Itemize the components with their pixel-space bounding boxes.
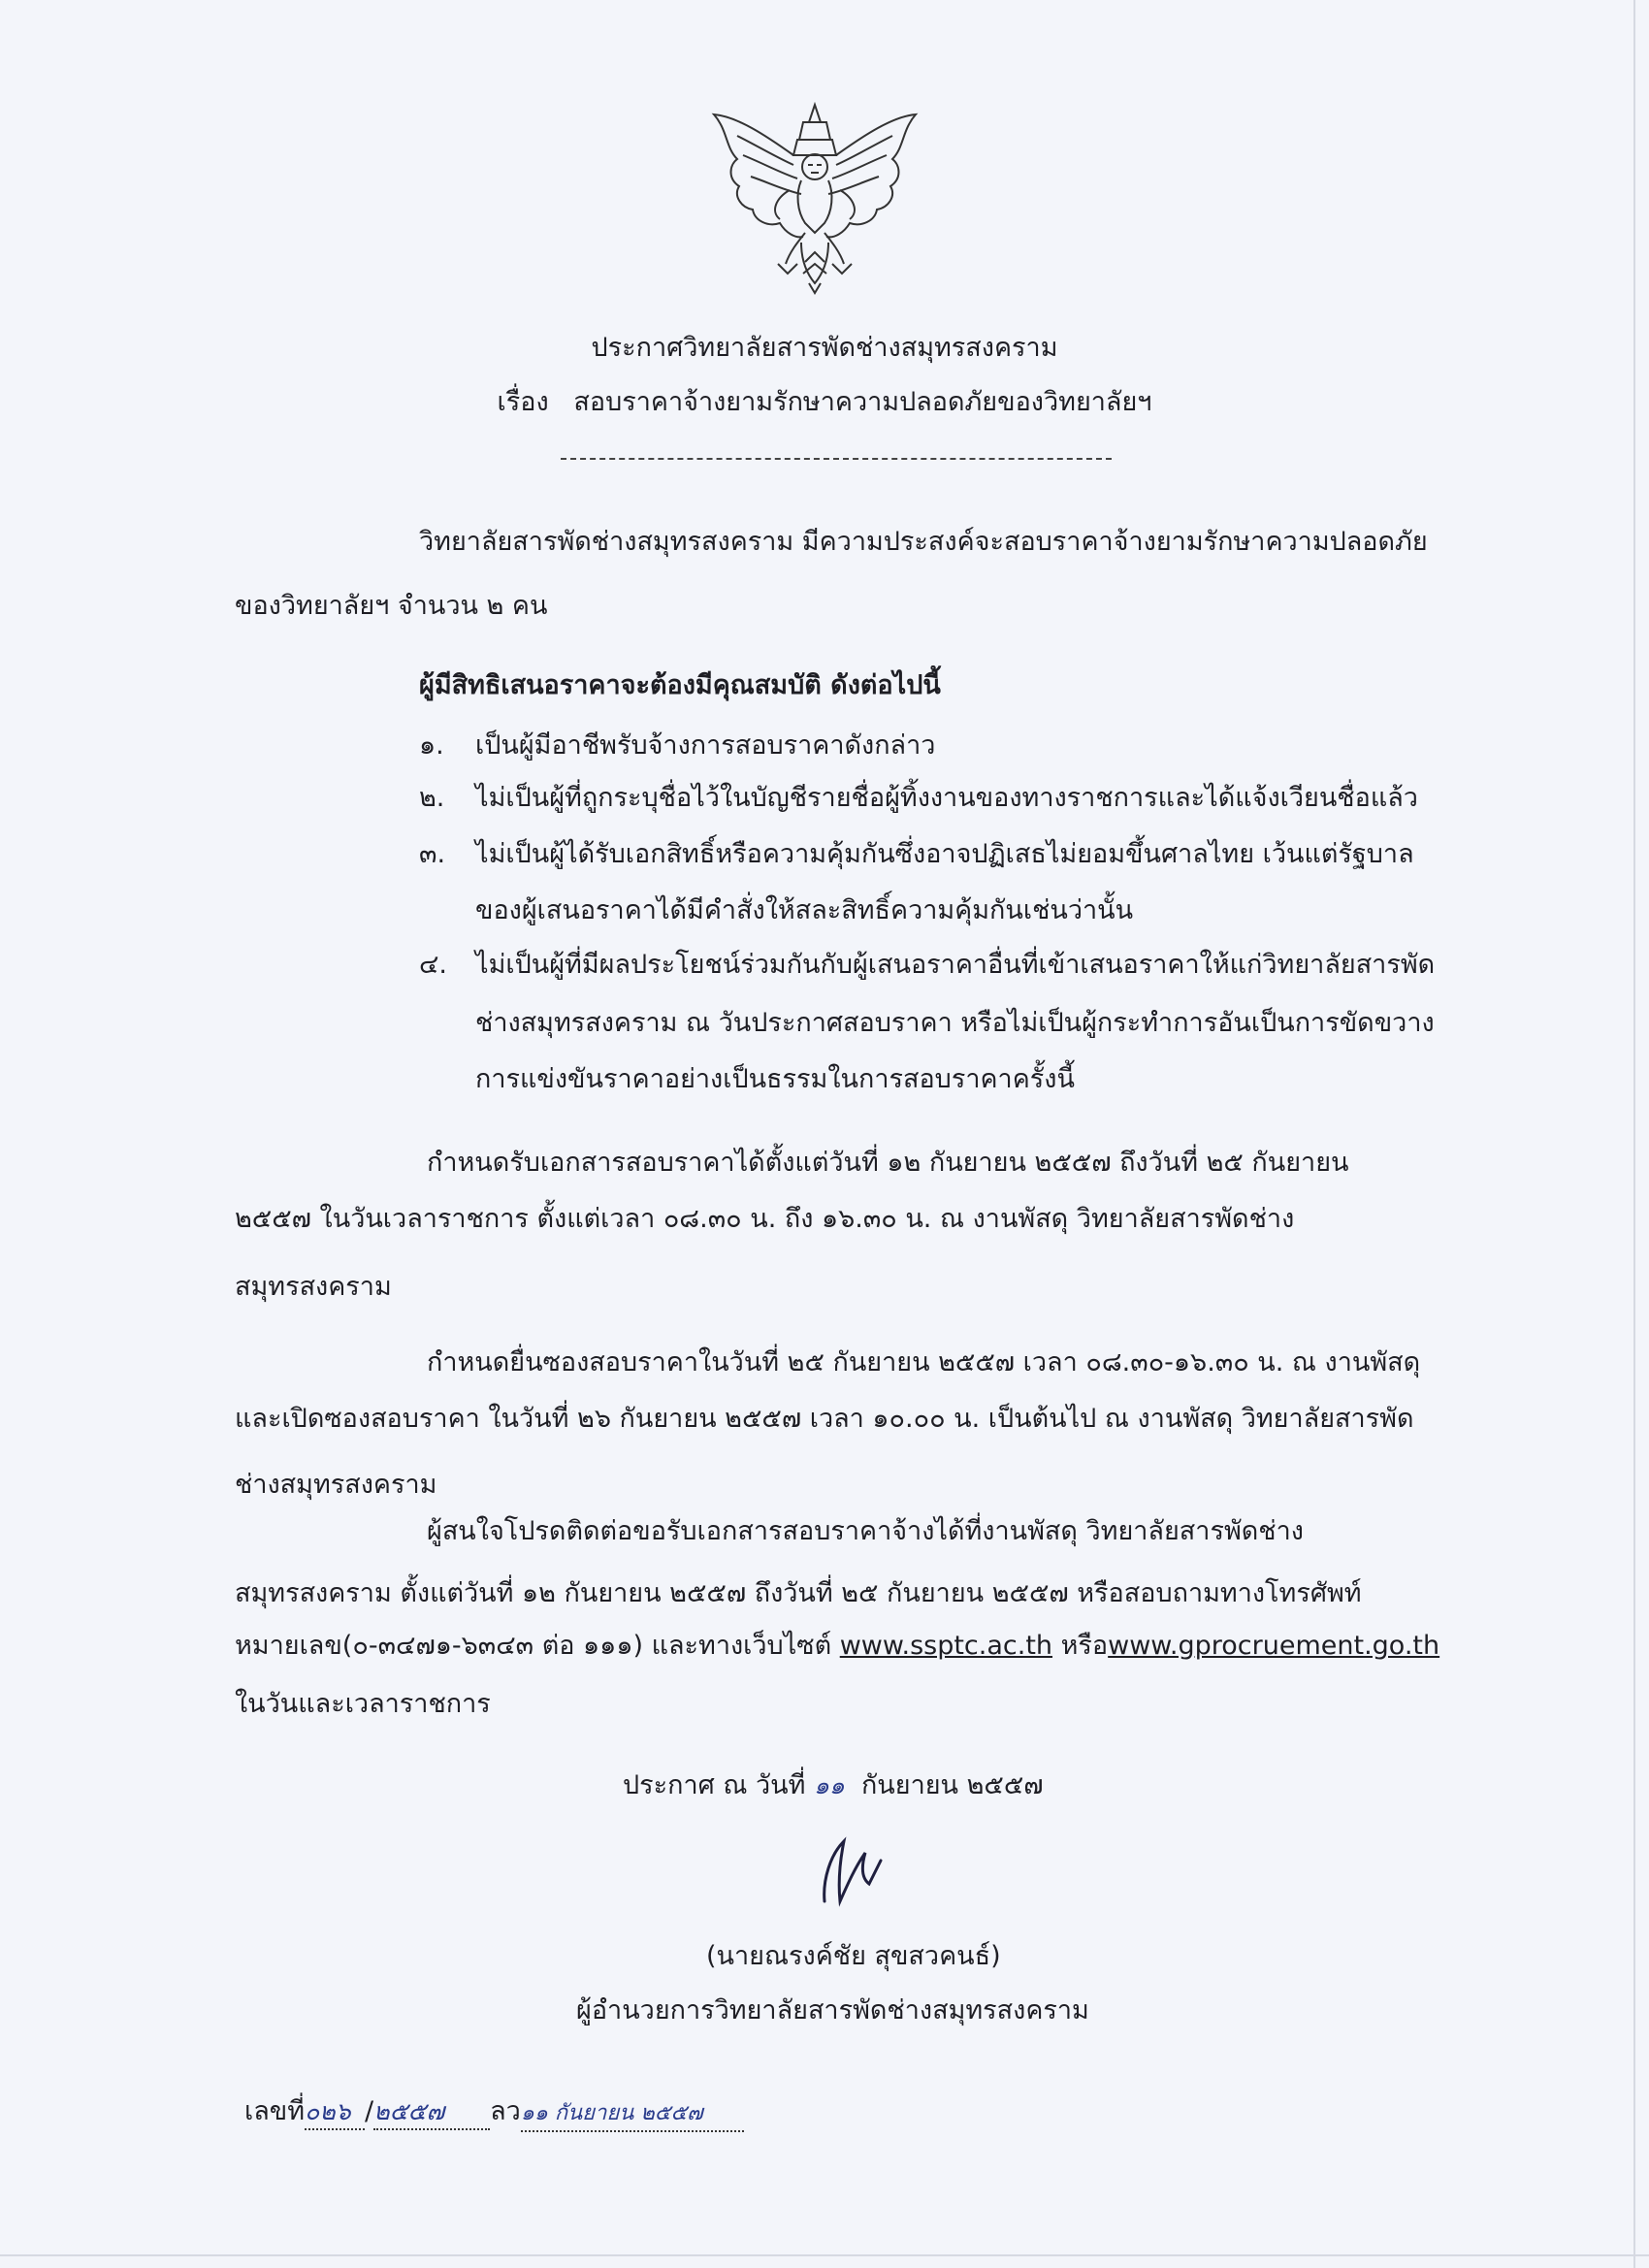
submit-bids-line-2: และเปิดซองสอบราคา ในวันที่ ๒๖ กันยายน ๒๕๕๗ เวลา ๑๐.๐๐ น. เป็นต้นไป ณ งานพัสดุ วิทยาลัยสารพัด <box>235 1404 1414 1434</box>
announce-prefix: ประกาศ ณ วันที่ <box>623 1770 806 1800</box>
document-title: ประกาศวิทยาลัยสารพัดช่างสมุทรสงคราม <box>591 333 1058 363</box>
subject-label: เรื่อง <box>497 387 549 417</box>
qualification-text: ไม่เป็นผู้ที่มีผลประโยชน์ร่วมกันกับผู้เสนอราคาอื่นที่เข้าเสนอราคาให้แก่วิทยาลัยสารพัด <box>475 950 1436 980</box>
gprocurement-website-link[interactable]: www.gprocruement.go.th <box>1108 1631 1440 1661</box>
submit-bids-line-3: ช่างสมุทรสงคราม <box>235 1470 437 1500</box>
contact-or-text: หรือ <box>1052 1631 1109 1661</box>
qualification-number: ๑. <box>419 730 444 761</box>
qualification-text: ช่างสมุทรสงคราม ณ วันประกาศสอบราคา หรือไม่เป็นผู้กระทำการอันเป็นการขัดขวาง <box>475 1008 1435 1038</box>
contact-phone-text: หมายเลข(๐-๓๔๗๑-๖๓๔๓ ต่อ ๑๑๑) และทางเว็บไซต์ <box>235 1631 840 1661</box>
intro-line-2: ของวิทยาลัยฯ จำนวน ๒ คน <box>235 591 548 621</box>
qualification-number: ๓. <box>419 839 446 869</box>
reference-number-handwritten: ๐๒๖ <box>305 2095 365 2130</box>
contact-line-2: สมุทรสงคราม ตั้งแต่วันที่ ๑๒ กันยายน ๒๕๕๗ ถึงวันที่ ๒๕ กันยายน ๒๕๕๗ หรือสอบถามทางโทรศัพท์ <box>235 1578 1362 1608</box>
director-signature <box>811 1831 889 1909</box>
reference-year-handwritten: ๒๕๕๗ <box>373 2095 490 2130</box>
qualification-text: ไม่เป็นผู้ที่ถูกระบุชื่อไว้ในบัญชีรายชื่อผู้ทิ้งงานของทางราชการและได้แจ้งเวียนชื่อแล้ว <box>475 783 1418 813</box>
reference-slash: / <box>365 2096 374 2126</box>
scan-edge-bottom <box>0 2254 1649 2256</box>
document-subject <box>0 386 1649 419</box>
qualification-text: ของผู้เสนอราคาได้มีคำสั่งให้สละสิทธิ์ความคุ้มกันเช่นว่านั้น <box>475 895 1134 925</box>
qualifications-heading: ผู้มีสิทธิเสนอราคาจะต้องมีคุณสมบัติ ดังต่อไปนี้ <box>419 670 941 700</box>
intro-line-1: วิทยาลัยสารพัดช่างสมุทรสงคราม มีความประสงค์จะสอบราคาจ้างยามรักษาความปลอดภัย <box>419 527 1428 557</box>
qualification-number: ๒. <box>419 783 445 813</box>
reference-line <box>244 2095 744 2132</box>
garuda-emblem <box>708 97 922 296</box>
receive-docs-line-2: ๒๕๕๗ ในวันเวลาราชการ ตั้งแต่เวลา ๐๘.๓๐ น. ถึง ๑๖.๓๐ น. ณ งานพัสดุ วิทยาลัยสารพัดช่าง <box>235 1204 1295 1234</box>
announce-day-handwritten: ๑๑ <box>814 1771 845 1799</box>
contact-line-1: ผู้สนใจโปรดติดต่อขอรับเอกสารสอบราคาจ้างได้ที่งานพัสดุ วิทยาลัยสารพัดช่าง <box>427 1516 1304 1546</box>
qualification-number: ๔. <box>419 950 448 980</box>
signatory-name: (นายณรงค์ชัย สุขสวคนธ์) <box>706 1941 1001 1971</box>
reference-date-handwritten: ๑๑ กันยายน ๒๕๕๗ <box>521 2097 744 2132</box>
submit-bids-line-1: กำหนดยื่นซองสอบราคาในวันที่ ๒๕ กันยายน ๒๕๕๗ เวลา ๐๘.๓๐-๑๖.๓๐ น. ณ งานพัสดุ <box>427 1347 1421 1377</box>
subject-text: สอบราคาจ้างยามรักษาความปลอดภัยของวิทยาลัยฯ <box>573 387 1152 417</box>
contact-line-3 <box>235 1630 1439 1663</box>
receive-docs-line-1: กำหนดรับเอกสารสอบราคาได้ตั้งแต่วันที่ ๑๒ กันยายน ๒๕๕๗ ถึงวันที่ ๒๕ กันยายน <box>427 1148 1349 1178</box>
contact-line-4: ในวันและเวลาราชการ <box>235 1689 491 1719</box>
college-website-link[interactable]: www.ssptc.ac.th <box>839 1631 1053 1661</box>
qualification-text: ไม่เป็นผู้ได้รับเอกสิทธิ์หรือความคุ้มกันซึ่งอาจปฏิเสธไม่ยอมขึ้นศาลไทย เว้นแต่รัฐบาล <box>475 839 1414 869</box>
title-divider <box>561 458 1112 460</box>
reference-date-label: ลว <box>490 2096 521 2126</box>
qualification-text: เป็นผู้มีอาชีพรับจ้างการสอบราคาดังกล่าว <box>475 730 936 761</box>
announce-suffix: กันยายน ๒๕๕๗ <box>860 1770 1044 1800</box>
reference-label: เลขที่ <box>244 2096 306 2126</box>
signatory-position: ผู้อำนวยการวิทยาลัยสารพัดช่างสมุทรสงคราม <box>576 1995 1089 2025</box>
announcement-date <box>623 1769 1044 1802</box>
receive-docs-line-3: สมุทรสงคราม <box>235 1272 392 1302</box>
qualification-text: การแข่งขันราคาอย่างเป็นธรรมในการสอบราคาครั้งนี้ <box>475 1064 1075 1094</box>
